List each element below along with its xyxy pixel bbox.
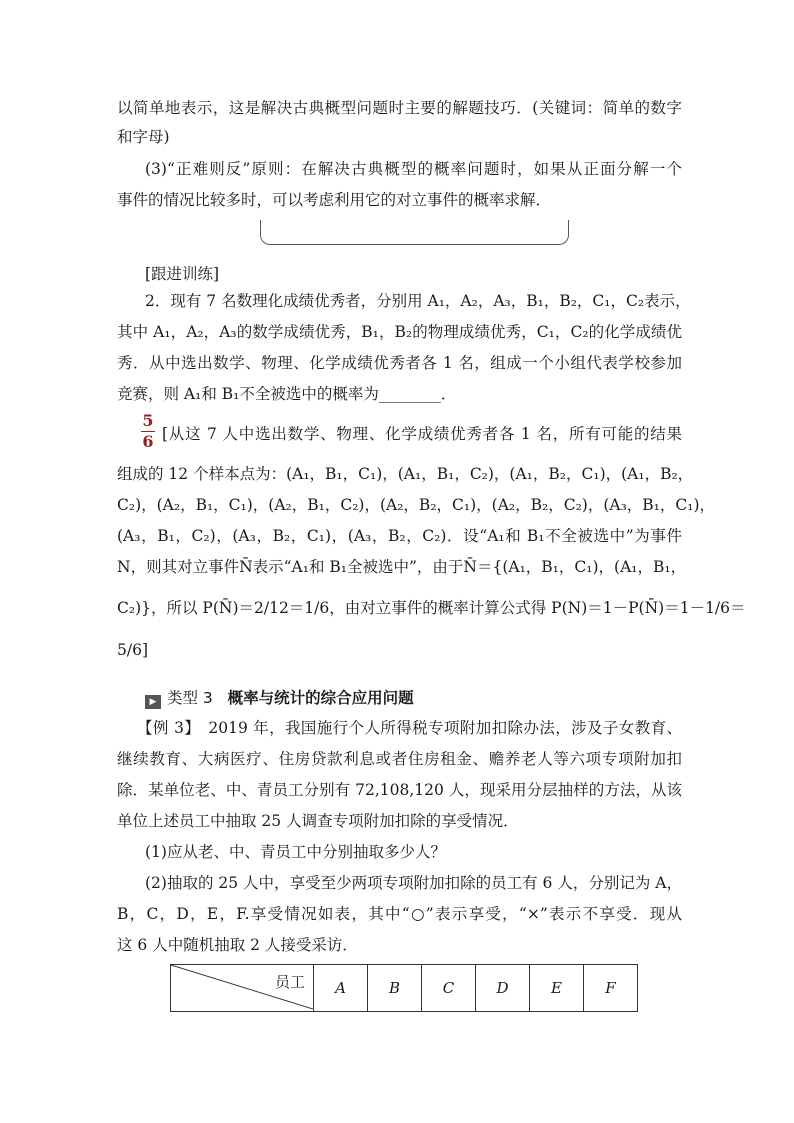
- text-line: (A₃，B₁，C₂)，(A₃，B₂，C₁)，(A₃，B₂，C₂)．设“A₁和 B₁不全被选中”为事件: [117, 527, 682, 545]
- text-line: 其中 A₁，A₂，A₃的数学成绩优秀，B₁，B₂的物理成绩优秀，C₁，C₂的化学成绩优: [117, 323, 682, 341]
- table-header-diag: [171, 965, 314, 1012]
- header-label: 员工: [274, 973, 305, 991]
- text-line: 【例 3】 2019 年，我国施行个人所得税专项附加扣除办法，涉及子女教育、: [137, 719, 682, 737]
- table-row: [171, 965, 638, 1012]
- text-line: [从这 7 人中选出数学、物理、化学成绩优秀者各 1 名，所有可能的结果: [162, 425, 682, 443]
- text-line: 组成的 12 个样本点为：(A₁，B₁，C₁)，(A₁，B₁，C₂)，(A₁，B₂，C₁)，(A₁，B₂，: [117, 465, 694, 483]
- text-line: 2．现有 7 名数理化成绩优秀者，分别用 A₁，A₂，A₃，B₁，B₂，C₁，C₂表示，: [145, 292, 691, 310]
- practice-tag: [跟进训练]: [145, 265, 220, 283]
- column-header: C: [422, 965, 476, 1012]
- text-line: 继续教育、大病医疗、住房贷款利息或者住房租金、赡养老人等六项专项附加扣: [117, 750, 682, 768]
- heading-text: 概率与统计的综合应用问题: [227, 689, 414, 707]
- answer-fraction: [140, 412, 156, 451]
- text-line: C₂)}，所以 P(N̄)＝2/12＝1/6，由对立事件的概率计算公式得 P(N)＝1－P(N̄)＝1－1/6＝: [117, 599, 746, 617]
- text-line: (1)应从老、中、青员工中分别抽取多少人？: [145, 843, 446, 861]
- text-line: C₂)，(A₂，B₁，C₁)，(A₂，B₁，C₂)，(A₂，B₂，C₁)，(A₂，B₂，C₂)，(A₃，B₁，C₁)，: [117, 496, 716, 514]
- text-line: 秀．从中选出数学、物理、化学成绩优秀者各 1 名，组成一个小组代表学校参加: [117, 354, 682, 372]
- text-line: 竞赛，则 A₁和 B₁不全被选中的概率为________．: [117, 385, 457, 403]
- text-line: 这 6 人中随机抽取 2 人接受采访．: [117, 936, 358, 954]
- answer-numerator: 5: [142, 411, 154, 430]
- text-line: B，C，D，E，F.享受情况如表，其中“○”表示享受，“×”表示不享受．现从: [117, 905, 682, 923]
- bracket-box: [260, 220, 569, 245]
- column-header: B: [368, 965, 422, 1012]
- text-line: N，则其对立事件N̄表示“A₁和 B₁全被选中”，由于N̄＝{(A₁，B₁，C₁)，(A₁，B₁，: [117, 558, 687, 576]
- section-heading: [145, 686, 414, 709]
- staff-table: [170, 964, 638, 1012]
- heading-tag: 类型 3: [167, 689, 213, 707]
- text-line: (2)抽取的 25 人中，享受至少两项专项附加扣除的员工有 6 人，分别记为 A，: [145, 874, 682, 892]
- play-triangle-icon: ▶: [145, 695, 161, 709]
- column-header: D: [476, 965, 530, 1012]
- text-line: 以简单地表示，这是解决古典概型问题时主要的解题技巧．(关键词：简单的数字: [117, 99, 682, 117]
- text-line: 除．某单位老、中、青员工分别有 72,108,120 人，现采用分层抽样的方法，从该: [117, 781, 682, 799]
- column-header: F: [584, 965, 638, 1012]
- answer-denominator: 6: [142, 432, 154, 451]
- column-header: E: [530, 965, 584, 1012]
- text-line: (3)“正难则反”原则：在解决古典概型的概率问题时，如果从正面分解一个: [145, 160, 682, 178]
- text-line: 单位上述员工中抽取 25 人调查专项附加扣除的享受情况．: [117, 812, 519, 830]
- text-line: 和字母): [117, 128, 170, 146]
- text-line: 事件的情况比较多时，可以考虑利用它的对立事件的概率求解．: [117, 191, 552, 209]
- text-line: 5/6]: [117, 641, 148, 659]
- column-header: A: [314, 965, 368, 1012]
